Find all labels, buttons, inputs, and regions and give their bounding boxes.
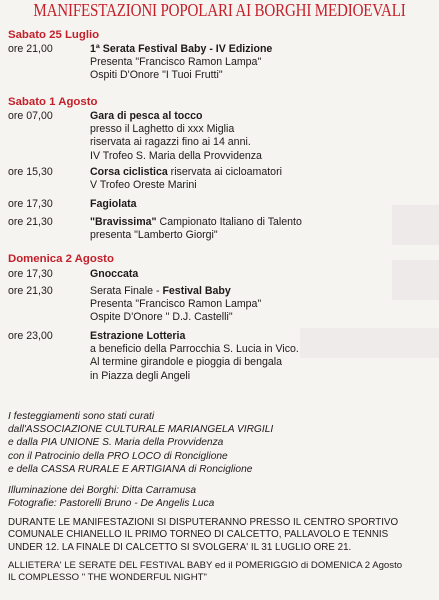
credit-line: Fotografie: Pastorelli Bruno - De Angelis Luca xyxy=(8,498,215,510)
event-description: Gnoccata xyxy=(90,268,139,280)
credit-line: Illuminazione dei Borghi: Ditta Carramusa xyxy=(8,484,196,496)
reverse-side-showthrough xyxy=(392,205,439,245)
event-time: ore 17,30 xyxy=(8,268,53,280)
credit-line: e della CASSA RURALE E ARTIGIANA di Ronciglione xyxy=(8,463,253,475)
band-notice: ALLIETERA' LE SERATE DEL FESTIVAL BABY ed il POMERIGGIO di DOMENICA 2 Agosto IL COMPLESSO " THE WONDERFUL NIGHT" xyxy=(8,560,403,584)
event-time: ore 21,30 xyxy=(8,216,53,228)
event-time: ore 21,00 xyxy=(8,43,53,55)
event-description: Gara di pesca al tocco presso il Laghetto di xxx Miglia riservata ai ragazzi fino ai 14 anni. IV Trofeo S. Maria della Provvidenza xyxy=(90,110,262,162)
day-heading: Sabato 1 Agosto xyxy=(8,96,98,108)
event-time: ore 23,00 xyxy=(8,330,53,342)
event-description: Fagiolata xyxy=(90,198,137,210)
event-time: ore 07,00 xyxy=(8,110,53,122)
event-time: ore 15,30 xyxy=(8,166,53,178)
organizer-credits xyxy=(8,410,273,510)
event-time: ore 21,30 xyxy=(8,285,53,297)
event-description: "Bravissima" Campionato Italiano di Talento presenta "Lamberto Giorgi" xyxy=(90,216,302,242)
day-heading: Domenica 2 Agosto xyxy=(8,253,114,265)
reverse-side-showthrough xyxy=(392,260,439,300)
tournament-notice: DURANTE LE MANIFESTAZIONI SI DISPUTERANNO PRESSO IL CENTRO SPORTIVO COMUNALE CHIANELLO IL PRIMO TORNEO DI CALCETTO, PALLAVOLO E TENNIS UNDER 12. LA FINALE DI CALCETTO SI SVOLGERA' IL 31 LUGLIO ORE 21. xyxy=(8,517,399,553)
event-time: ore 17,30 xyxy=(8,198,53,210)
event-description: 1ª Serata Festival Baby - IV Edizione Presenta "Francisco Ramon Lampa" Ospiti D'Onore "I Tuoi Frutti" xyxy=(90,43,273,82)
event-description: Corsa ciclistica riservata ai cicloamatori V Trofeo Oreste Marini xyxy=(90,166,282,192)
credit-line: I festeggiamenti sono stati curati xyxy=(8,411,155,422)
event-description: Estrazione Lotteria a beneficio della Parrocchia S. Lucia in Vico. Al termine girandole e pioggia di bengala in Piazza degli Angeli xyxy=(90,330,299,382)
page-title: MANIFESTAZIONI POPOLARI AI BORGHI MEDIOEVALI xyxy=(33,0,406,20)
credit-line: con il Patrocinio della PRO LOCO di Ronciglione xyxy=(8,450,228,462)
event-description: Serata Finale - Festival Baby Presenta "Francisco Ramon Lampa" Ospite D'Onore " D.J. Castelli" xyxy=(90,285,262,324)
credit-line: dall'ASSOCIAZIONE CULTURALE MARIANGELA VIRGILI xyxy=(8,424,274,436)
credit-line: e dalla PIA UNIONE S. Maria della Provvidenza xyxy=(8,437,224,449)
day-heading: Sabato 25 Luglio xyxy=(8,29,100,41)
reverse-side-showthrough xyxy=(300,328,439,358)
